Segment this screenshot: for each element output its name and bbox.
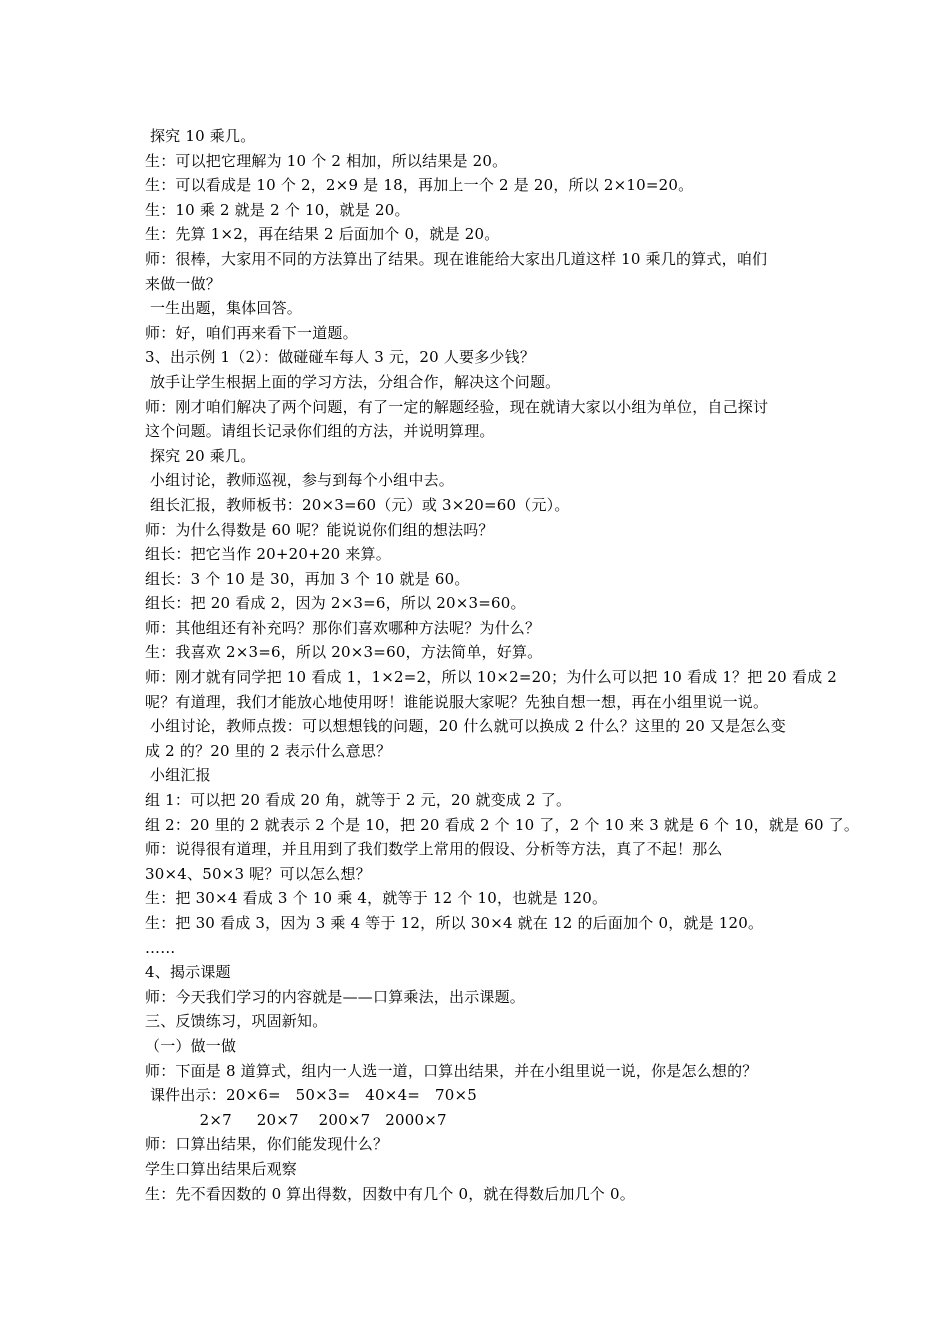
text-line: 师：很棒，大家用不同的方法算出了结果。现在谁能给大家出几道这样 10 乘几的算式，咱们 [145,249,768,268]
text-line: 小组汇报 [145,766,211,785]
text-line: 探究 20 乘几。 [145,446,256,465]
text-line: 生：先不看因数的 0 算出得数，因数中有几个 0，就在得数后加几个 0。 [145,1184,635,1203]
text-line: 来做一做？ [145,274,222,293]
text-line: 小组讨论，教师点拨：可以想想钱的问题，20 什么就可以换成 2 什么？这里的 20 又是怎么变 [145,717,786,736]
text-line: 呢？有道理，我们才能放心地使用呀！谁能说服大家呢？先独自想一想，再在小组里说一说。 [145,692,769,711]
text-line: 师：口算出结果，你们能发现什么？ [145,1135,389,1154]
text-line: 组长汇报，教师板书：20×3=60（元）或 3×20=60（元）。 [145,495,570,514]
text-line: 师：下面是 8 道算式，组内一人选一道，口算出结果，并在小组里说一说，你是怎么想的？ [145,1061,758,1080]
text-line: 课件出示：20×6= 50×3= 40×4= 70×5 [145,1086,477,1105]
text-line: 组 2：20 里的 2 就表示 2 个是 10，把 20 看成 2 个 10 了，2 个 10 来 3 就是 6 个 10，就是 60 了。 [145,815,860,834]
text-line: 探究 10 乘几。 [145,127,256,145]
text-line: 师：今天我们学习的内容就是——口算乘法，出示课题。 [145,987,526,1006]
text-line: …… [145,938,176,957]
text-line: 这个问题。请组长记录你们组的方法，并说明算理。 [145,422,495,441]
text-line: 4、揭示课题 [145,963,231,982]
text-line: 组长：把 20 看成 2，因为 2×3=6，所以 20×3=60。 [145,594,526,613]
document-body [145,124,860,1206]
text-line: 生：把 30 看成 3，因为 3 乘 4 等于 12，所以 30×4 就在 12 的后面加个 0，就是 120。 [145,914,764,932]
text-line: 生：可以把它理解为 10 个 2 相加，所以结果是 20。 [145,151,508,170]
text-line: 成 2 的？20 里的 2 表示什么意思？ [145,741,392,760]
text-line: 一生出题，集体回答。 [145,299,302,318]
text-line: 放手让学生根据上面的学习方法，分组合作，解决这个问题。 [145,372,561,391]
text-line: 3、出示例 1（2）：做碰碰车每人 3 元，20 人要多少钱？ [145,348,536,367]
text-line: （一）做一做 [145,1036,237,1055]
text-line: 生：可以看成是 10 个 2，2×9 是 18，再加上一个 2 是 20，所以 2×10=20。 [145,176,694,195]
text-line: 师：刚才就有同学把 10 看成 1，1×2=2，所以 10×2=20；为什么可以把 10 看成 1？把 20 看成 2 [145,668,837,687]
text-line: 生：先算 1×2，再在结果 2 后面加个 0，就是 20。 [145,225,500,244]
text-line: 组长：把它当作 20+20+20 来算。 [145,545,391,564]
text-line: 2×7 20×7 200×7 2000×7 [145,1110,447,1129]
text-line: 学生口算出结果后观察 [145,1159,298,1178]
text-line: 师：好，咱们再来看下一道题。 [145,323,358,342]
text-line: 30×4、50×3 呢？可以怎么想？ [145,864,371,883]
text-line: 师：其他组还有补充吗？那你们喜欢哪种方法呢？为什么？ [145,618,541,637]
text-line: 小组讨论，教师巡视，参与到每个小组中去。 [145,471,454,490]
text-line: 组 1：可以把 20 看成 20 角，就等于 2 元，20 就变成 2 了。 [145,791,572,810]
text-line: 生：我喜欢 2×3=6，所以 20×3=60，方法简单，好算。 [145,643,543,662]
text-line: 师：说得很有道理，并且用到了我们数学上常用的假设、分析等方法，真了不起！那么 [145,840,723,859]
text-line: 组长：3 个 10 是 30，再加 3 个 10 就是 60。 [145,569,470,588]
text-line: 生：10 乘 2 就是 2 个 10，就是 20。 [145,200,410,219]
text-line: 师：刚才咱们解决了两个问题，有了一定的解题经验，现在就请大家以小组为单位，自己探讨 [145,397,769,416]
text-line: 生：把 30×4 看成 3 个 10 乘 4，就等于 12 个 10，也就是 120。 [145,889,608,908]
text-line: 师：为什么得数是 60 呢？能说说你们组的想法吗？ [145,520,494,539]
text-line: 三、反馈练习，巩固新知。 [145,1012,328,1031]
